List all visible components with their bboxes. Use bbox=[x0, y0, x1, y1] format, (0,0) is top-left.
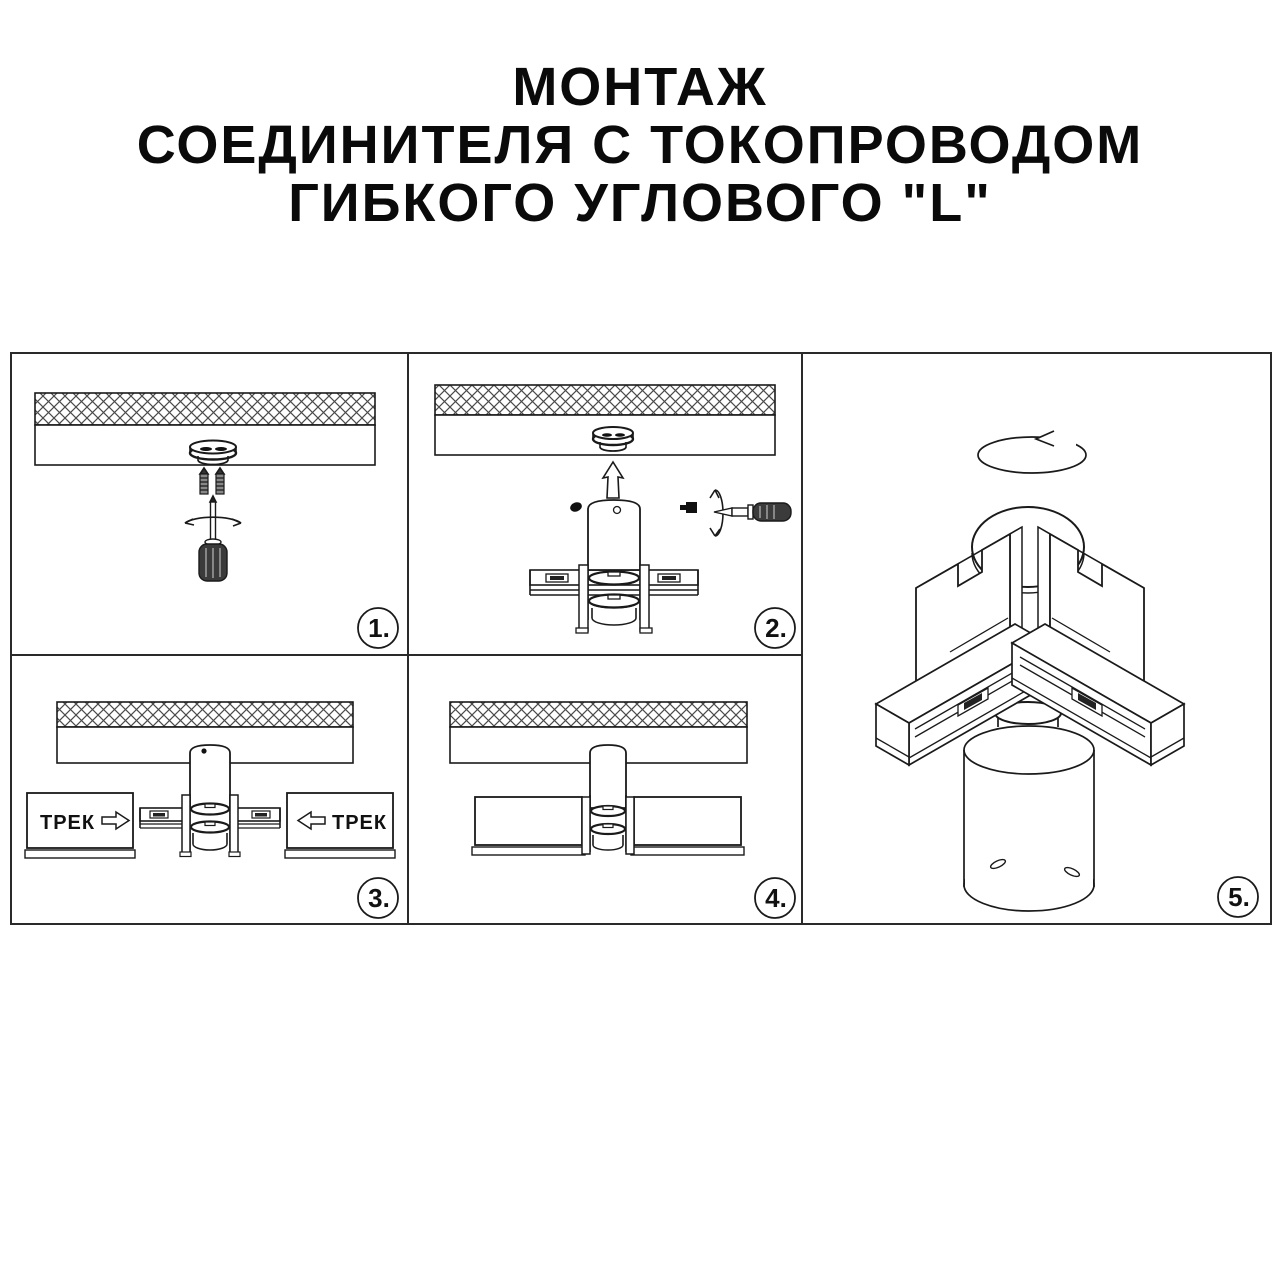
title-line-2: СОЕДИНИТЕЛЯ С ТОКОПРОВОДОМ bbox=[136, 115, 1144, 175]
step-panel-5 bbox=[876, 430, 1258, 917]
track-label-right: ТРЕК bbox=[332, 812, 388, 834]
ceiling-hatch bbox=[35, 393, 375, 425]
step-panel-4 bbox=[450, 702, 795, 918]
rotation-arrow-icon bbox=[978, 430, 1086, 473]
track-box-left bbox=[25, 793, 135, 858]
step-panel-2 bbox=[435, 385, 795, 648]
track-box-left-attached bbox=[472, 797, 585, 855]
connector-body bbox=[576, 500, 652, 633]
step-number-1: 1. bbox=[368, 613, 390, 643]
step-badge-3 bbox=[358, 878, 398, 918]
diagram-svg bbox=[10, 352, 1272, 925]
step-panel-1 bbox=[35, 393, 398, 648]
installation-diagram bbox=[10, 352, 1272, 925]
ceiling-hatch bbox=[435, 385, 775, 415]
connector-body bbox=[590, 745, 626, 852]
step-badge-4 bbox=[755, 878, 795, 918]
step-panel-3 bbox=[25, 702, 398, 918]
track-box-right bbox=[285, 793, 395, 858]
title-line-1: МОНТАЖ bbox=[512, 57, 768, 117]
step-badge-1 bbox=[358, 608, 398, 648]
screws-icon bbox=[200, 468, 224, 494]
ceiling-hatch bbox=[57, 702, 353, 727]
contact-ring bbox=[589, 595, 639, 608]
contact-ring bbox=[191, 804, 229, 815]
arrow-up-icon bbox=[603, 462, 623, 498]
contact-ring bbox=[589, 572, 639, 585]
track-box-right-attached bbox=[631, 797, 744, 855]
screwdriver-icon bbox=[185, 496, 241, 581]
page-title bbox=[0, 58, 1280, 232]
connector-center bbox=[582, 797, 634, 854]
title-line-3: ГИБКОГО УГЛОВОГО "L" bbox=[288, 173, 992, 233]
step-badge-5 bbox=[1218, 877, 1258, 917]
step-number-5: 5. bbox=[1228, 882, 1250, 912]
ceiling-hatch bbox=[450, 702, 747, 727]
contact-ring bbox=[191, 822, 229, 833]
step-number-2: 2. bbox=[765, 613, 787, 643]
track-label-left: ТРЕК bbox=[40, 812, 96, 834]
contact-ring bbox=[591, 806, 625, 816]
screwdriver-horizontal-icon bbox=[710, 490, 791, 536]
step-number-4: 4. bbox=[765, 883, 787, 913]
step-number-3: 3. bbox=[368, 883, 390, 913]
connector-cup bbox=[964, 726, 1094, 911]
step-badge-2 bbox=[755, 608, 795, 648]
contact-ring bbox=[591, 824, 625, 834]
